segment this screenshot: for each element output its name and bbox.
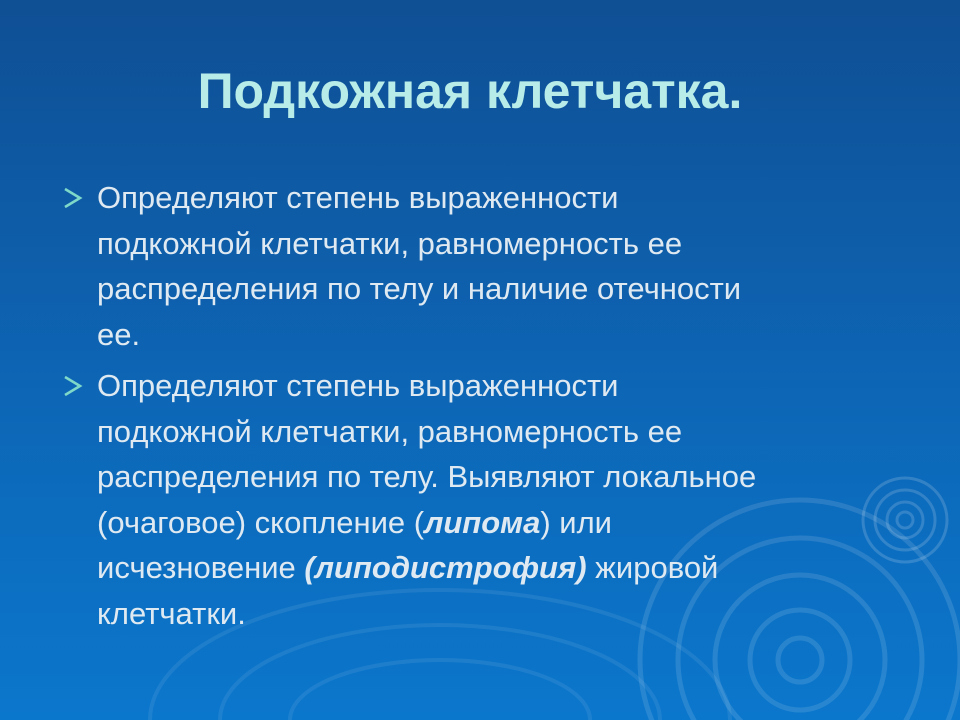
text-line: подкожной клетчатки, равномерность ее	[97, 413, 683, 449]
emphasized-term-lipoma: липома	[424, 504, 541, 540]
slide-title: Подкожная клетчатка.	[197, 63, 743, 119]
bullet-item-2	[62, 363, 912, 636]
text-line: клетчатки.	[97, 595, 246, 631]
bullet-text	[97, 175, 912, 357]
emphasized-term-lipodystrophy: (липодистрофия)	[304, 550, 587, 585]
text-fragment: исчезновение	[97, 550, 305, 585]
chevron-right-icon	[62, 187, 84, 209]
bullet-list	[62, 175, 912, 642]
text-fragment: ) или	[540, 504, 612, 540]
text-line: распределения по телу и наличие отечности	[97, 271, 742, 306]
text-line: распределения по телу. Выявляют локальное	[97, 459, 757, 494]
chevron-right-icon	[62, 375, 84, 397]
text-fragment: (очаговое) скопление (	[97, 504, 425, 540]
text-line: ее.	[97, 316, 141, 352]
text-fragment: жировой	[586, 550, 719, 585]
text-line: Определяют степень выраженности	[97, 368, 619, 403]
bullet-text	[97, 363, 912, 636]
bullet-item-1	[62, 175, 912, 357]
text-line	[97, 505, 612, 540]
text-line	[97, 550, 718, 585]
text-line: подкожной клетчатки, равномерность ее	[97, 225, 683, 261]
text-line: Определяют степень выраженности	[97, 180, 619, 215]
